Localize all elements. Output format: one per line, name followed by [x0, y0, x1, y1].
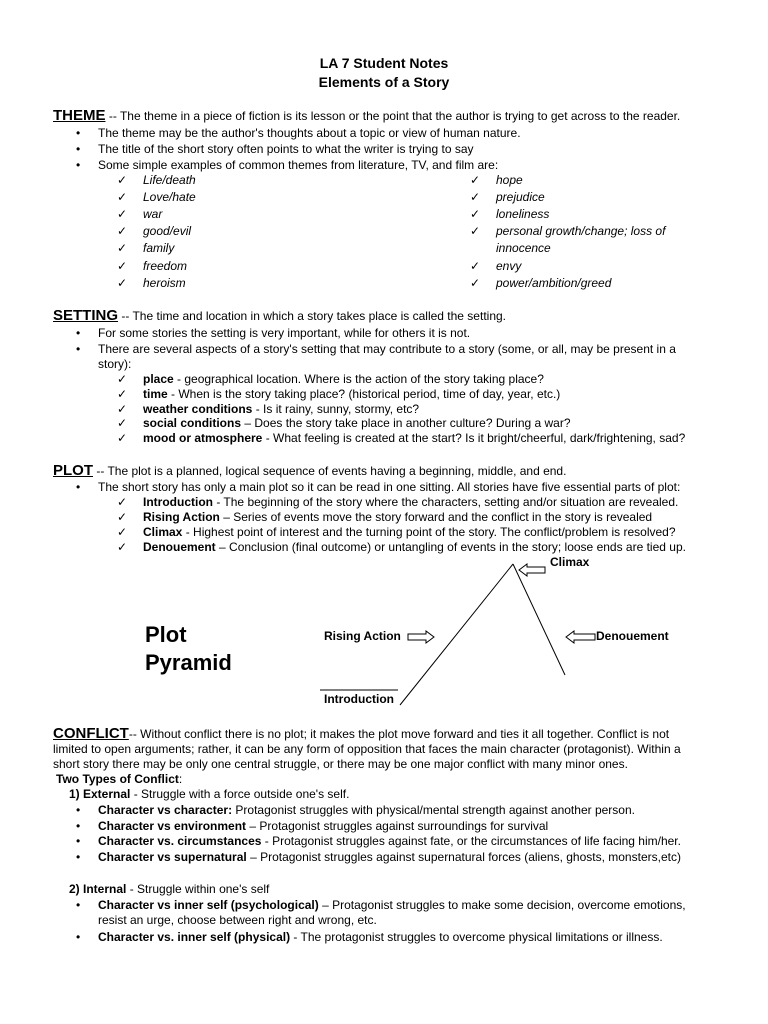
conflict-external-item: • Character vs character: Protagonist struggles with physical/mental strength against another person.	[98, 803, 635, 818]
theme-example: ✓ family	[143, 241, 174, 256]
theme-example: ✓ loneliness	[496, 207, 549, 222]
rising-arrow-icon	[408, 631, 434, 643]
theme-example: ✓ Love/hate	[143, 190, 196, 205]
plot-part: ✓ Rising Action – Series of events move the story forward and the conflict in the story is revealed	[143, 510, 652, 525]
setting-aspect: ✓ social conditions – Does the story take place in another culture? During a war?	[143, 416, 571, 431]
denouement-arrow-icon	[566, 631, 595, 643]
climax-arrow-icon	[519, 564, 545, 576]
theme-example: ✓ prejudice	[496, 190, 545, 205]
theme-bullet-1: • The theme may be the author's thoughts about a topic or view of human nature.	[98, 126, 521, 141]
setting-heading: SETTING	[53, 307, 119, 324]
plot-intro: -- The plot is a planned, logical sequence of events having a beginning, middle, and end.	[96, 464, 567, 478]
theme-bullet-3: • Some simple examples of common themes from literature, TV, and film are:	[98, 158, 498, 173]
theme-bullet-2: • The title of the short story often points to what the writer is trying to say	[98, 142, 474, 157]
pyramid-title-line2: Pyramid	[145, 650, 232, 675]
theme-section-heading	[53, 108, 680, 124]
pyramid-climax-label: Climax	[550, 555, 590, 569]
pyramid-introduction-label: Introduction	[324, 692, 394, 706]
theme-example: ✓ power/ambition/greed	[496, 276, 611, 291]
conflict-internal-item: • Character vs inner self (psychological) – Protagonist struggles to make some decision, overcome emotions,	[98, 898, 686, 913]
conflict-internal-item: • Character vs. inner self (physical) - The protagonist struggles to overcome physical limitations or illness.	[98, 930, 663, 945]
setting-aspect: ✓ mood or atmosphere - What feeling is created at the start? Is it bright/cheerful, dark/frightening, sad?	[143, 431, 685, 446]
plot-part: ✓ Introduction - The beginning of the story where the characters, setting and/or situation are revealed.	[143, 495, 678, 510]
conflict-heading: CONFLICT	[53, 725, 129, 742]
conflict-intro-line: short story there may be only one central struggle, or there may be one major conflict with many minor ones.	[53, 757, 628, 771]
conflict-external: 1) External - Struggle with a force outside one's self.	[69, 787, 350, 801]
plot-section-heading	[53, 463, 566, 479]
setting-aspect: ✓ time - When is the story taking place? (historical period, time of day, year, etc.)	[143, 387, 560, 402]
theme-example: ✓ freedom	[143, 259, 187, 274]
theme-intro: -- The theme in a piece of fiction is its lesson or the point that the author is trying to get across to the reader.	[108, 109, 681, 123]
setting-bullet-2: • There are several aspects of a story's setting that may contribute to a story (some, or all, may be present in a	[98, 342, 676, 357]
conflict-section-heading	[53, 726, 669, 742]
plot-part: ✓ Climax - Highest point of interest and the turning point of the story. The conflict/problem is resolved?	[143, 525, 676, 540]
theme-example-continued: innocence	[496, 241, 551, 255]
page-subtitle: Elements of a Story	[318, 74, 450, 90]
conflict-internal: 2) Internal - Struggle within one's self	[69, 882, 270, 896]
theme-heading: THEME	[53, 107, 106, 124]
setting-bullet-1: • For some stories the setting is very important, while for others it is not.	[98, 326, 470, 341]
setting-intro: -- The time and location in which a story takes place is called the setting.	[121, 309, 506, 323]
setting-aspect: ✓ place - geographical location. Where is the action of the story taking place?	[143, 372, 544, 387]
pyramid-title-line1: Plot	[145, 622, 187, 647]
theme-example: ✓ envy	[496, 259, 521, 274]
plot-bullet: • The short story has only a main plot so it can be read in one sitting. All stories have five essential parts of plot:	[98, 480, 680, 495]
setting-aspect: ✓ weather conditions - Is it rainy, sunny, stormy, etc?	[143, 402, 419, 417]
conflict-external-item: • Character vs. circumstances - Protagonist struggles against fate, or the circumstances of life facing him/her.	[98, 834, 681, 849]
theme-example: ✓ personal growth/change; loss of	[496, 224, 665, 239]
falling-line	[513, 564, 565, 675]
theme-example: ✓ good/evil	[143, 224, 191, 239]
theme-example: ✓ hope	[496, 173, 523, 188]
conflict-internal-item-cont: resist an urge, choose between right and wrong, etc.	[98, 913, 377, 927]
plot-heading: PLOT	[53, 462, 93, 479]
plot-part: ✓ Denouement – Conclusion (final outcome) or untangling of events in the story; loose ends are tied up.	[143, 540, 686, 555]
page-title: LA 7 Student Notes	[319, 55, 449, 71]
pyramid-rising-label: Rising Action	[324, 629, 401, 643]
theme-example: ✓ Life/death	[143, 173, 196, 188]
conflict-types-label: Two Types of Conflict:	[56, 772, 183, 786]
conflict-intro-line: limited to open arguments; rather, it can be any form of opposition that faces the main character (protagonist). Within a	[53, 742, 681, 756]
conflict-intro: -- Without conflict there is no plot; it makes the plot move forward and ties it all together. Conflict is not	[128, 727, 670, 741]
setting-section-heading	[53, 308, 506, 324]
theme-example: ✓ war	[143, 207, 162, 222]
theme-example: ✓ heroism	[143, 276, 186, 291]
setting-bullet-2-cont: story):	[98, 357, 132, 371]
conflict-external-item: • Character vs supernatural – Protagonist struggles against supernatural forces (aliens, ghosts, monsters,etc)	[98, 850, 681, 865]
pyramid-denouement-label: Denouement	[596, 629, 669, 643]
conflict-external-item: • Character vs environment – Protagonist struggles against surroundings for survival	[98, 819, 548, 834]
